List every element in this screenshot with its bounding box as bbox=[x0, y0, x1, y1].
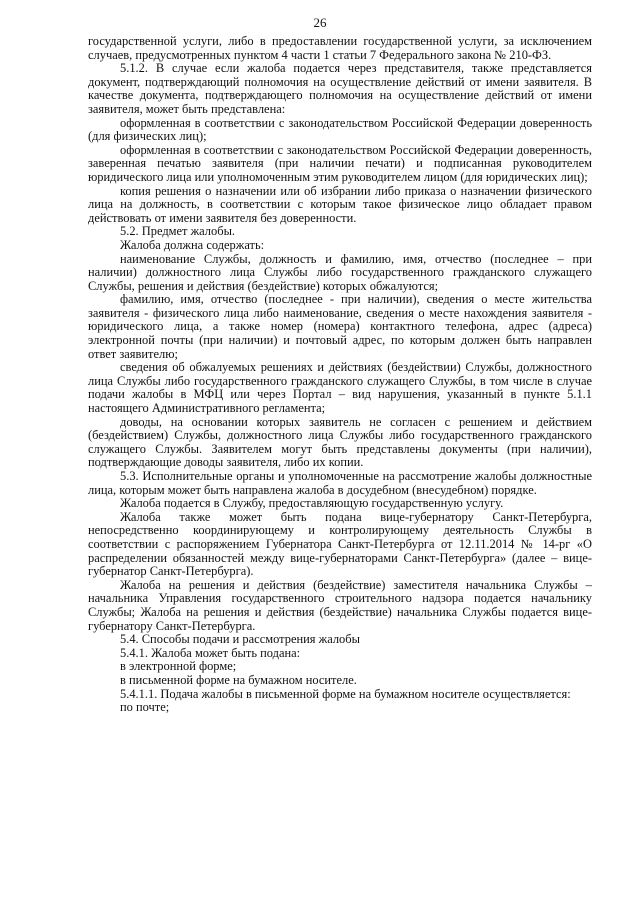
paragraph-12: Жалоба подается в Службу, предоставляющую государственную услугу. bbox=[120, 496, 504, 511]
document-body bbox=[88, 35, 592, 715]
paragraph-5: 5.2. Предмет жалобы. bbox=[120, 224, 236, 239]
paragraph-6: Жалоба должна содержать: bbox=[120, 237, 265, 252]
paragraph-4: копия решения о назначении или об избрании либо приказа о назначении физического лица на должность, в соответствии с которым такое физическое лицо обладает правом действовать от имени заявителя без доверенности. bbox=[88, 183, 592, 225]
paragraph-11: 5.3. Исполнительные органы и уполномоченные на рассмотрение жалобы должностные лица, которым может быть направлена жалоба в досудебном (внесудебном) порядке. bbox=[88, 469, 592, 497]
paragraph-17: в электронной форме; bbox=[120, 659, 237, 674]
paragraph-7: наименование Службы, должность и фамилию, имя, отчество (последнее – при наличии) должностного лица Службы либо государственного гражданского служащего Службы, решения и действия (бездействие) которых обжалуются; bbox=[88, 251, 592, 293]
paragraph-16: 5.4.1. Жалоба может быть подана: bbox=[120, 645, 301, 660]
paragraph-20: по почте; bbox=[120, 700, 170, 715]
paragraph-14: Жалоба на решения и действия (бездействие) заместителя начальника Службы – начальника Управления государственного строительного надзора подается начальнику Службы; Жалоба на решения и действия (бездействие) начальника Службы подается вице- губернатору Санкт-Петербурга. bbox=[88, 577, 592, 633]
paragraph-9: сведения об обжалуемых решениях и действиях (бездействии) Службы, должностного лица Службы либо государственного гражданского служащего Службы, в том числе в случае подачи жалобы в МФЦ или через Портал – вид нарушения, указанный в пункте 5.1.1 настоящего Административного регламента; bbox=[88, 360, 592, 416]
paragraph-2: оформленная в соответствии с законодательством Российской Федерации доверенность (для физических лиц); bbox=[88, 115, 592, 144]
paragraph-10: доводы, на основании которых заявитель не согласен с решением и действием (бездействием) Службы, должностного лица Службы либо государственного гражданского служащего Службы. Заявителем могут быть представлены документы (при наличии), подтверждающие доводы заявителя, либо их копии. bbox=[88, 414, 592, 470]
paragraph-1: 5.1.2. В случае если жалоба подается через представителя, также представляется документ, подтверждающий полномочия на осуществление действий от имени заявителя. В качестве документа, подтверждающего полномочия на осуществление действий от имени заявителя, может быть представлена: bbox=[88, 61, 592, 116]
paragraph-15: 5.4. Способы подачи и рассмотрения жалобы bbox=[120, 632, 360, 647]
paragraph-19: 5.4.1.1. Подача жалобы в письменной форме на бумажном носителе осуществляется: bbox=[120, 686, 571, 701]
page-number: 26 bbox=[313, 15, 327, 30]
paragraph-3: оформленная в соответствии с законодательством Российской Федерации доверенность, заверенная печатью заявителя (при наличии печати) и подписанная руководителем юридического лица или уполномоченным этим руководителем лицом (для юридических лиц); bbox=[88, 142, 592, 184]
paragraph-0: государственной услуги, либо в предоставлении государственной услуги, за исключением случаев, предусмотренных пунктом 4 части 1 статьи 7 Федерального закона № 210-ФЗ. bbox=[88, 34, 592, 62]
paragraph-18: в письменной форме на бумажном носителе. bbox=[120, 672, 357, 687]
paragraph-8: фамилию, имя, отчество (последнее - при наличии), сведения о месте жительства заявителя - физического лица либо наименование, сведения о месте нахождения заявителя - юридического лица, а также номер (номера) контактного телефона, адрес (адреса) электронной почты (при наличии) и почтовый адрес, по которым должен быть направлен ответ заявителю; bbox=[88, 292, 592, 361]
paragraph-13: Жалоба также может быть подана вице-губернатору Санкт-Петербурга, непосредственно координирующему и контролирующему деятельность Службы в соответствии с распоряжением Губернатора Санкт-Петербурга от 12.11.2014 № 14-рг «О распределении обязанностей между вице-губернаторами Санкт-Петербурга» (далее – вице- губернатор Санкт-Петербурга). bbox=[88, 509, 592, 579]
